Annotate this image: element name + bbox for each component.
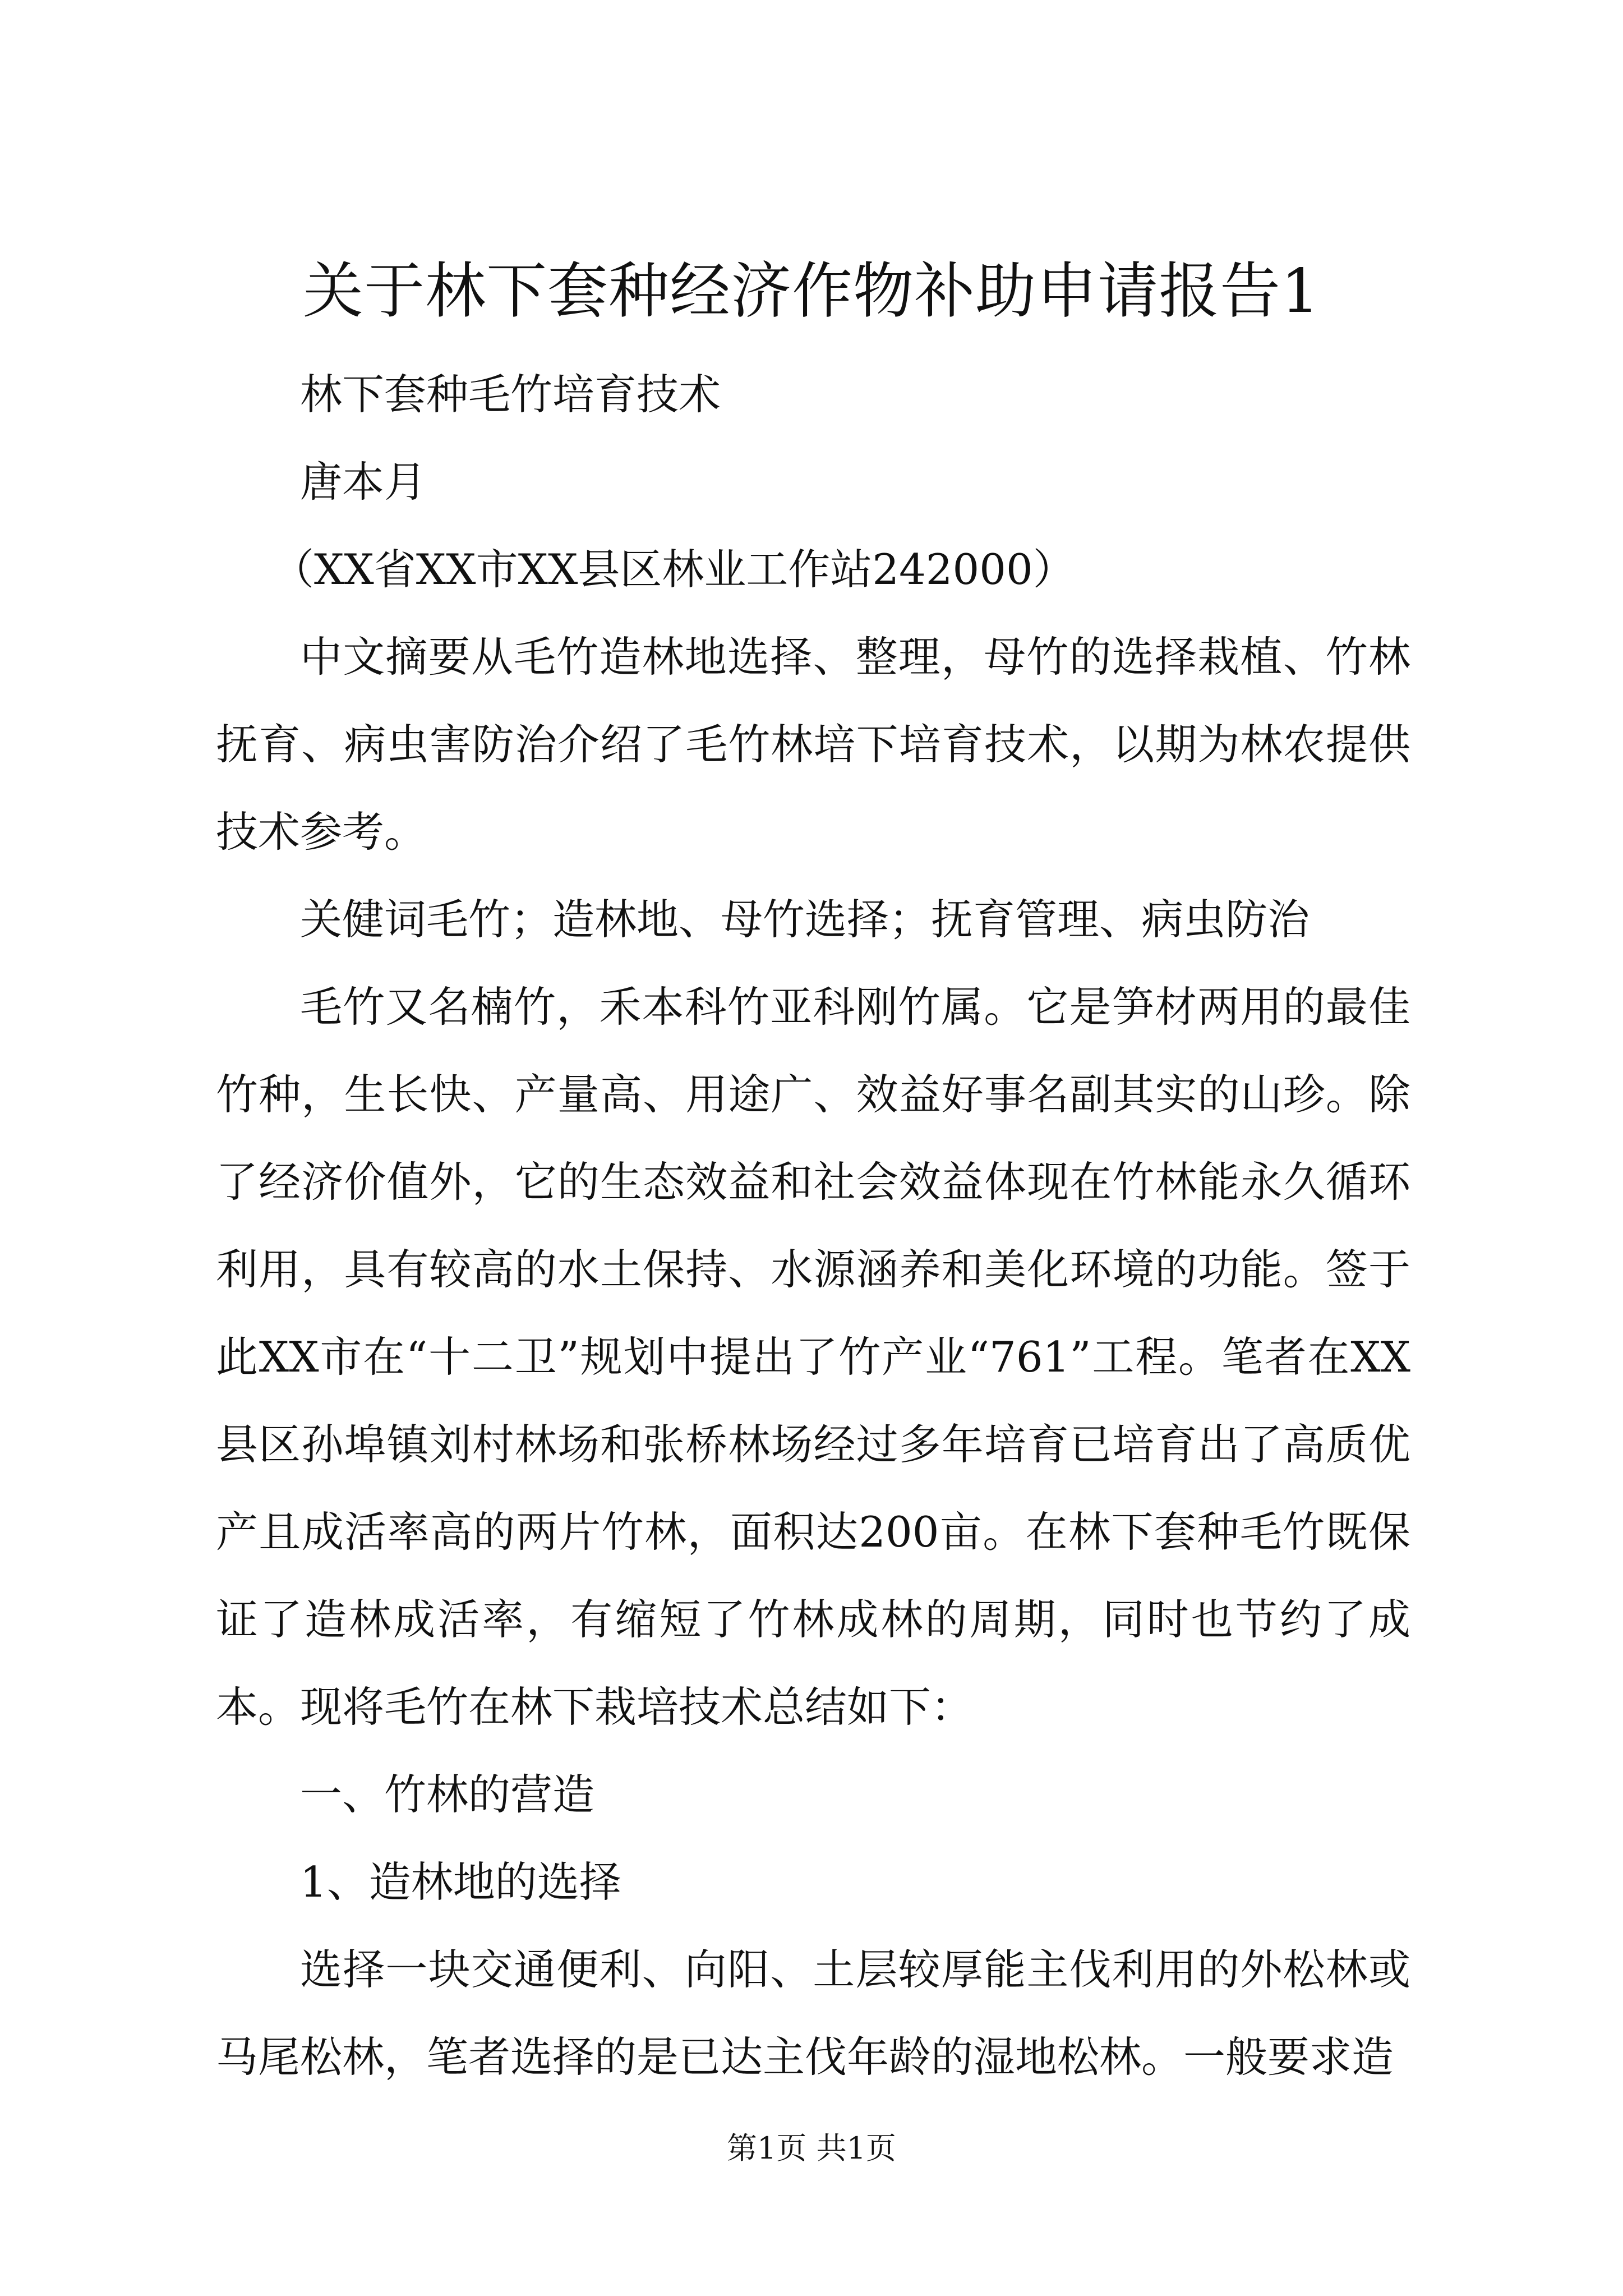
- document-title: 关于林下套种经济作物补助申请报告1: [303, 256, 1320, 326]
- page-number: 第1页 共1页: [727, 2131, 896, 2166]
- author: 唐本月: [300, 457, 427, 507]
- subtitle: 林下套种毛竹培育技术: [300, 370, 721, 419]
- section-heading-1: 一、竹林的营造: [300, 1770, 595, 1819]
- body-paragraph-1: 选择一块交通便利、向阳、土层较厚能主伐利用的外松林或马尾松林，笔者选择的是已达主伐年龄的湿地松林。一般要求造: [216, 1945, 1410, 2082]
- page-footer: [0, 2129, 1623, 2168]
- abstract: 中文摘要从毛竹造林地选择、整理，母竹的选择栽植、竹林抚育、病虫害防治介绍了毛竹林培下培育技术，以期为林农提供技术参考。: [216, 632, 1410, 857]
- intro-paragraph: 毛竹又名楠竹，禾本科竹亚科刚竹属。它是笋材两用的最佳竹种，生长快、产量高、用途广、效益好事名副其实的山珍。除了经济价值外，它的生态效益和社会效益体现在竹林能永久循环利用，具有较高的水土保持、水源涵养和美化环境的功能。签于此XX市在“十二卫”规划中提出了竹产业“761”工程。笔者在XX县区孙埠镇刘村林场和张桥林场经过多年培育已培育出了高质优产且成活率高的两片竹林，面积达200亩。在林下套种毛竹既保证了造林成活率，有缩短了竹林成林的周期，同时也节约了成本。现将毛竹在林下栽培技术总结如下：: [216, 982, 1410, 1732]
- affiliation: （XX省XX市XX县区林业工作站242000）: [272, 545, 1075, 594]
- subsection-heading-1-1: 1、造林地的选择: [300, 1857, 621, 1907]
- keywords: 关健词毛竹；造林地、母竹选择；抚育管理、病虫防治: [300, 895, 1310, 944]
- document-body: [216, 351, 1410, 2101]
